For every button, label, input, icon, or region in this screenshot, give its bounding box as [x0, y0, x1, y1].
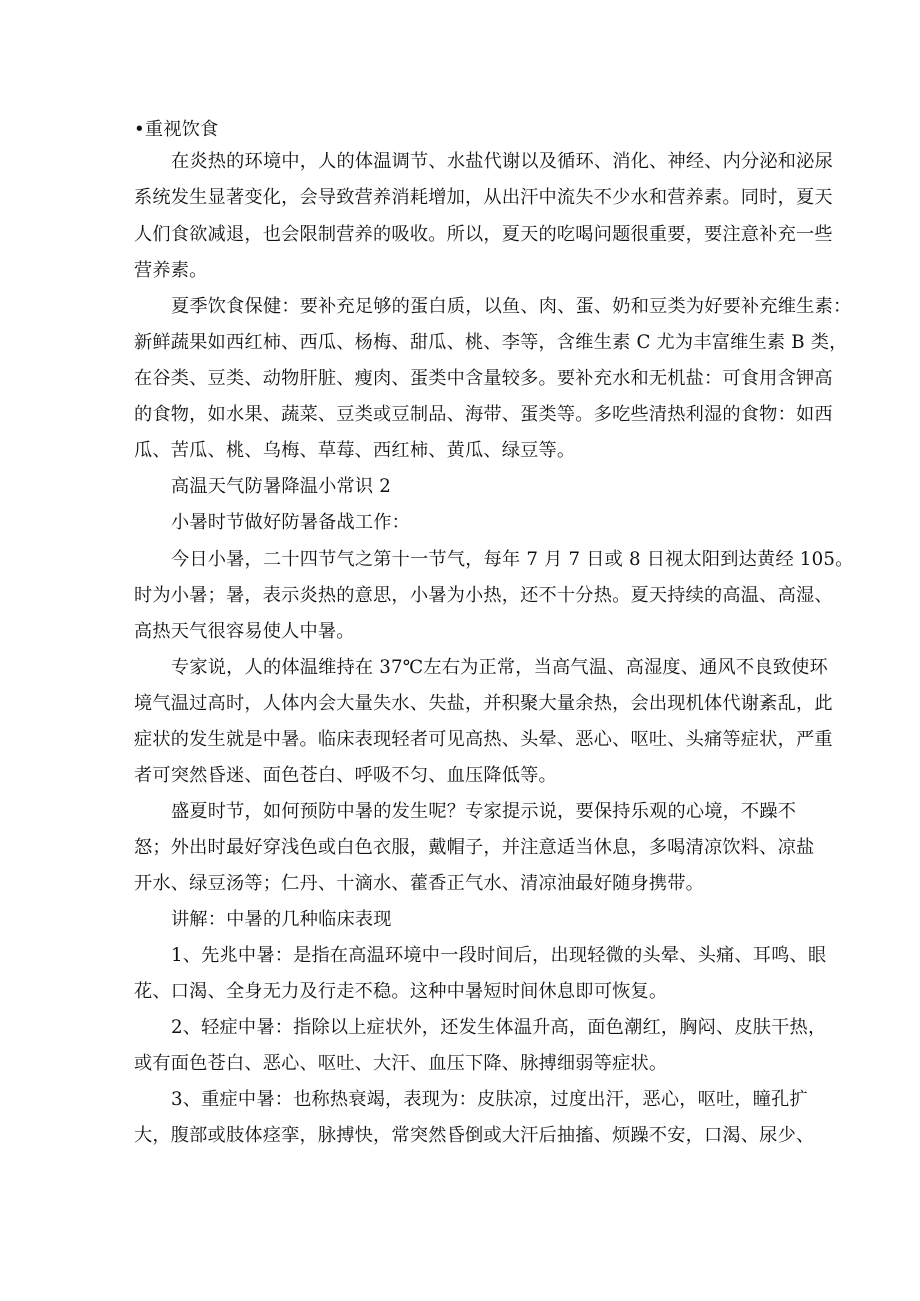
paragraph-line: 怒；外出时最好穿浅色或白色衣服，戴帽子，并注意适当休息，多喝清凉饮料、凉盐 [134, 837, 815, 858]
paragraph-line: 高热天气很容易使人中暑。 [134, 621, 355, 642]
paragraph-line: 或有面色苍白、恶心、呕吐、大汗、血压下降、脉搏细弱等症状。 [134, 1053, 668, 1074]
paragraph-line: 人们食欲减退，也会限制营养的吸收。所以，夏天的吃喝问题很重要，要注意补充一些 [134, 224, 833, 245]
paragraph-line: 在炎热的环境中，人的体温调节、水盐代谢以及循环、消化、神经、内分泌和泌尿 [171, 151, 833, 172]
paragraph-line: 的食物，如水果、蔬菜、豆类或豆制品、海带、蛋类等。多吃些清热利湿的食物：如西 [134, 404, 833, 425]
bullet-heading: •重视饮食 [134, 119, 219, 140]
paragraph-line: 今日小暑，二十四节气之第十一节气，每年 7 月 7 日或 8 日视太阳到达黄经 105。 [171, 549, 854, 570]
paragraph-line: 瓜、苦瓜、桃、乌梅、草莓、西红柿、黄瓜、绿豆等。 [134, 440, 576, 461]
paragraph-line: 3、重症中暑：也称热衰竭，表现为：皮肤凉，过度出汗，恶心，呕吐，瞳孔扩 [171, 1089, 808, 1110]
paragraph-line: 营养素。 [134, 260, 208, 281]
paragraph-line: 时为小暑；暑，表示炎热的意思，小暑为小热，还不十分热。夏天持续的高温、高湿、 [134, 585, 833, 606]
paragraph-line: 新鲜蔬果如西红柿、西瓜、杨梅、甜瓜、桃、李等，含维生素 C 尤为丰富维生素 B 类， [134, 332, 848, 353]
paragraph-line: 夏季饮食保健：要补充足够的蛋白质，以鱼、肉、蛋、奶和豆类为好要补充维生素： [171, 296, 852, 317]
section-subtitle: 小暑时节做好防暑备战工作： [171, 512, 411, 533]
paragraph-line: 花、口渴、全身无力及行走不稳。这种中暑短时间休息即可恢复。 [134, 981, 668, 1002]
paragraph-line: 盛夏时节，如何预防中暑的发生呢？专家提示说，要保持乐观的心境，不躁不 [171, 801, 797, 822]
section-subtitle: 讲解：中暑的几种临床表现 [171, 909, 392, 930]
paragraph-line: 开水、绿豆汤等；仁丹、十滴水、藿香正气水、清凉油最好随身携带。 [134, 873, 705, 894]
paragraph-line: 系统发生显著变化，会导致营养消耗增加，从出汗中流失不少水和营养素。同时，夏天 [134, 187, 833, 208]
paragraph-line: 专家说，人的体温维持在 37℃左右为正常，当高气温、高湿度、通风不良致使环 [171, 657, 828, 678]
paragraph-line: 1、先兆中暑：是指在高温环境中一段时间后，出现轻微的头晕、头痛、耳鸣、眼 [171, 945, 827, 966]
paragraph-line: 2、轻症中暑：指除以上症状外，还发生体温升高，面色潮红，胸闷、皮肤干热， [171, 1017, 827, 1038]
paragraph-line: 境气温过高时，人体内会大量失水、失盐，并积聚大量余热，会出现机体代谢紊乱，此 [134, 693, 833, 714]
paragraph-line: 者可突然昏迷、面色苍白、呼吸不匀、血压降低等。 [134, 765, 557, 786]
paragraph-line: 症状的发生就是中暑。临床表现轻者可见高热、头晕、恶心、呕吐、头痛等症状，严重 [134, 729, 833, 750]
section-title: 高温天气防暑降温小常识 2 [171, 476, 392, 497]
paragraph-line: 在谷类、豆类、动物肝脏、瘦肉、蛋类中含量较多。要补充水和无机盐：可食用含钾高 [134, 368, 833, 389]
paragraph-line: 大，腹部或肢体痉挛，脉搏快，常突然昏倒或大汗后抽搐、烦躁不安，口渴、尿少、 [134, 1125, 815, 1146]
